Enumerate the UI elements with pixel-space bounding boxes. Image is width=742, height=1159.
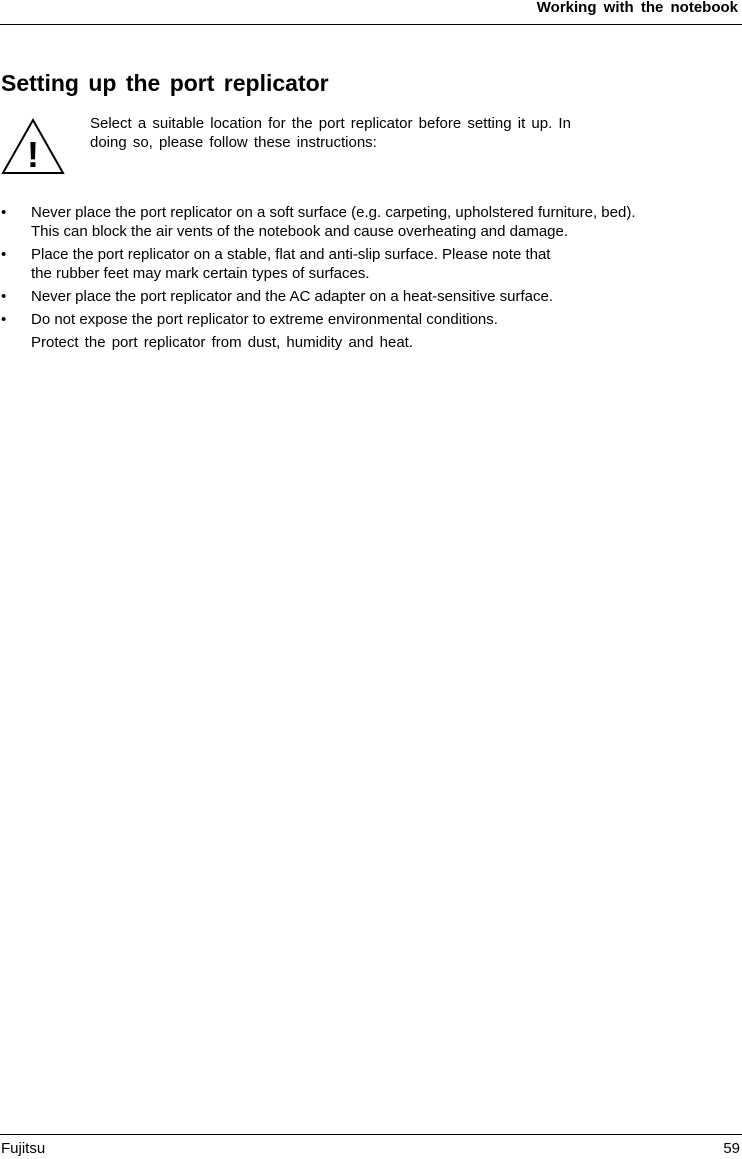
list-item [0, 310, 742, 329]
running-header: Working with the notebook [536, 0, 738, 16]
warning-exclamation-mark: ! [27, 134, 39, 175]
list-item-text: Do not expose the port replicator to extreme environmental conditions. [31, 311, 498, 328]
protection-note: Protect the port replicator from dust, humidity and heat. [31, 334, 414, 351]
footer-brand: Fujitsu [1, 1140, 46, 1157]
list-item [0, 245, 742, 283]
header-rule [0, 24, 742, 25]
warning-triangle-icon [0, 117, 66, 175]
bullet-marker: • [1, 311, 7, 328]
list-item [0, 203, 742, 241]
warning-intro-text [90, 114, 650, 152]
list-item-text: Never place the port replicator and the AC adapter on a heat-sensitive surface. [31, 288, 553, 305]
instruction-list [0, 203, 742, 333]
bullet-marker: • [1, 288, 7, 305]
footer-rule [0, 1134, 742, 1135]
intro-line: Select a suitable location for the port replicator before setting it up. In [90, 115, 571, 132]
section-title: Setting up the port replicator [1, 70, 329, 96]
list-item-text: the rubber feet may mark certain types of surfaces. [31, 265, 370, 282]
list-item [0, 287, 742, 306]
page-number: 59 [723, 1140, 740, 1157]
list-item-text: Place the port replicator on a stable, flat and anti-slip surface. Please note that [31, 246, 551, 263]
list-item-text: Never place the port replicator on a soft surface (e.g. carpeting, upholstered furniture, bed). [31, 204, 636, 221]
list-item-text: This can block the air vents of the notebook and cause overheating and damage. [31, 223, 569, 240]
intro-line: doing so, please follow these instructions: [90, 134, 377, 151]
bullet-marker: • [1, 246, 7, 263]
bullet-marker: • [1, 204, 7, 221]
